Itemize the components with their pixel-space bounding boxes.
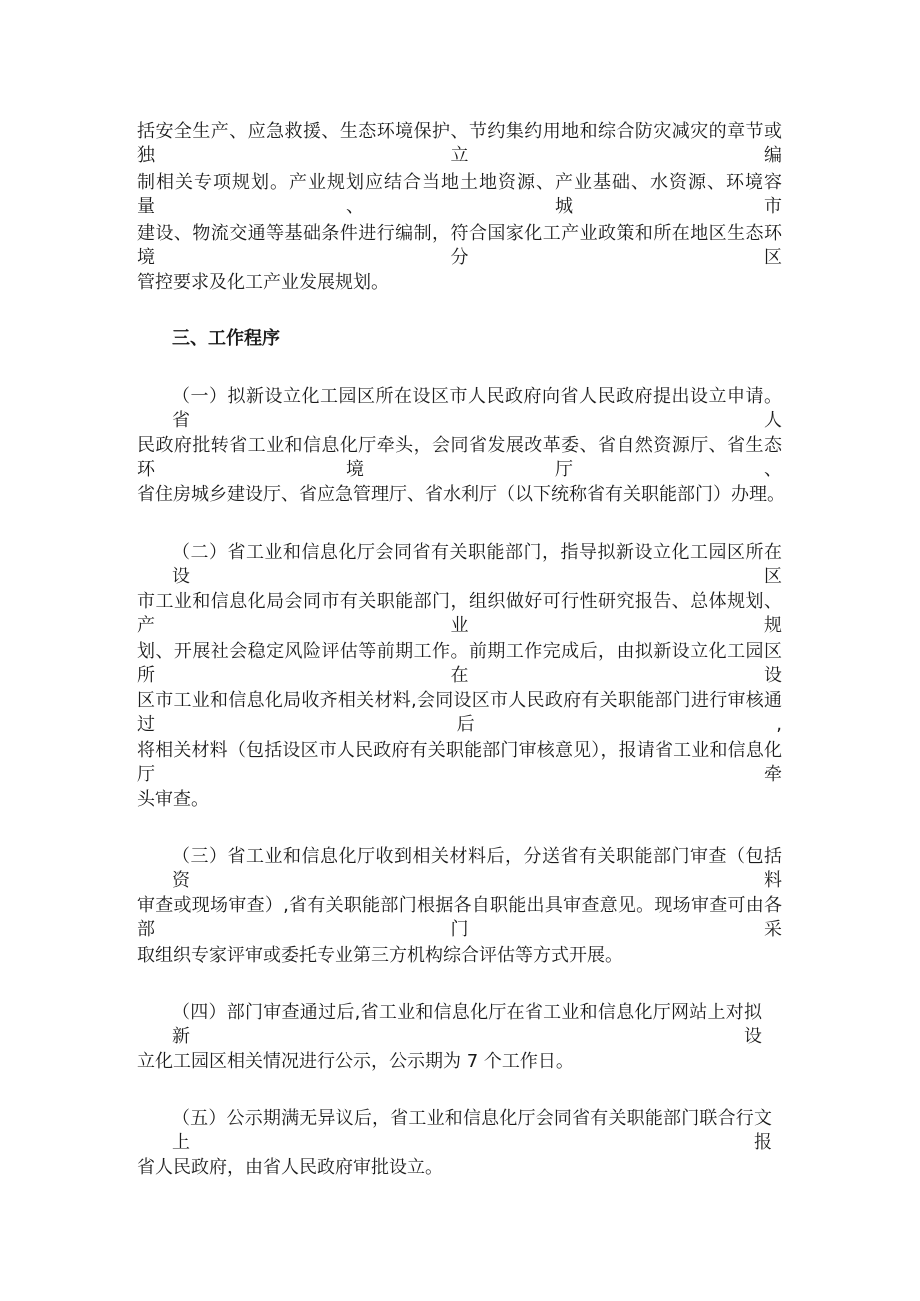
paragraph-line: 审查或现场审查）,省有关职能部门根据各自职能出具审查意见。现场审查可由各部门采 — [137, 895, 782, 940]
paragraph-line: 头审查。 — [137, 789, 209, 810]
paragraph-line: （四）部门审查通过后,省工业和信息化厅在省工业和信息化厅网站上对拟新设 — [172, 1002, 762, 1047]
paragraph-line: （一）拟新设立化工园区所在设区市人民政府向省人民政府提出设立申请。省人 — [172, 386, 782, 431]
paragraph-line: 括安全生产、应急救援、生态环境保护、节约集约用地和综合防灾减灾的章节或独立编 — [137, 121, 782, 166]
paragraph-line: 取组织专家评审或委托专业第三方机构综合评估等方式开展。 — [137, 945, 623, 966]
paragraph-line: 将相关材料（包括设区市人民政府有关职能部门审核意见），报请省工业和信息化厅牵 — [137, 740, 782, 785]
paragraph-line: 制相关专项规划。产业规划应结合当地土地资源、产业基础、水资源、环境容量、城市 — [137, 172, 782, 217]
paragraph-line: 管控要求及化工产业发展规划。 — [137, 272, 389, 293]
paragraph-line: 建设、物流交通等基础条件进行编制，符合国家化工产业政策和所在地区生态环境分区 — [137, 223, 782, 268]
paragraph-line: （五）公示期满无异议后，省工业和信息化厅会同省有关职能部门联合行文上报 — [172, 1108, 772, 1153]
paragraph-line: 民政府批转省工业和信息化厅牵头，会同省发展改革委、省自然资源厅、省生态环境厅、 — [137, 435, 782, 480]
paragraph-line: （三）省工业和信息化厅收到相关材料后，分送省有关职能部门审查（包括资料 — [172, 846, 782, 891]
paragraph-line: 划、开展社会稳定风险评估等前期工作。前期工作完成后，由拟新设立化工园区所在设 — [137, 641, 782, 686]
section-heading: 三、工作程序 — [172, 328, 280, 349]
paragraph-line: 区市工业和信息化局收齐相关材料,会同设区市人民政府有关职能部门进行审核通过后, — [137, 690, 782, 735]
paragraph-line: 市工业和信息化局会同市有关职能部门，组织做好可行性研究报告、总体规划、产业规 — [137, 591, 782, 636]
paragraph-line: （二）省工业和信息化厅会同省有关职能部门，指导拟新设立化工园区所在设区 — [172, 542, 782, 587]
paragraph-line: 立化工园区相关情况进行公示，公示期为 7 个工作日。 — [137, 1051, 574, 1072]
paragraph-line: 省人民政府，由省人民政府审批设立。 — [137, 1157, 443, 1178]
paragraph-line: 省住房城乡建设厅、省应急管理厅、省水利厅（以下统称省有关职能部门）办理。 — [137, 484, 785, 505]
